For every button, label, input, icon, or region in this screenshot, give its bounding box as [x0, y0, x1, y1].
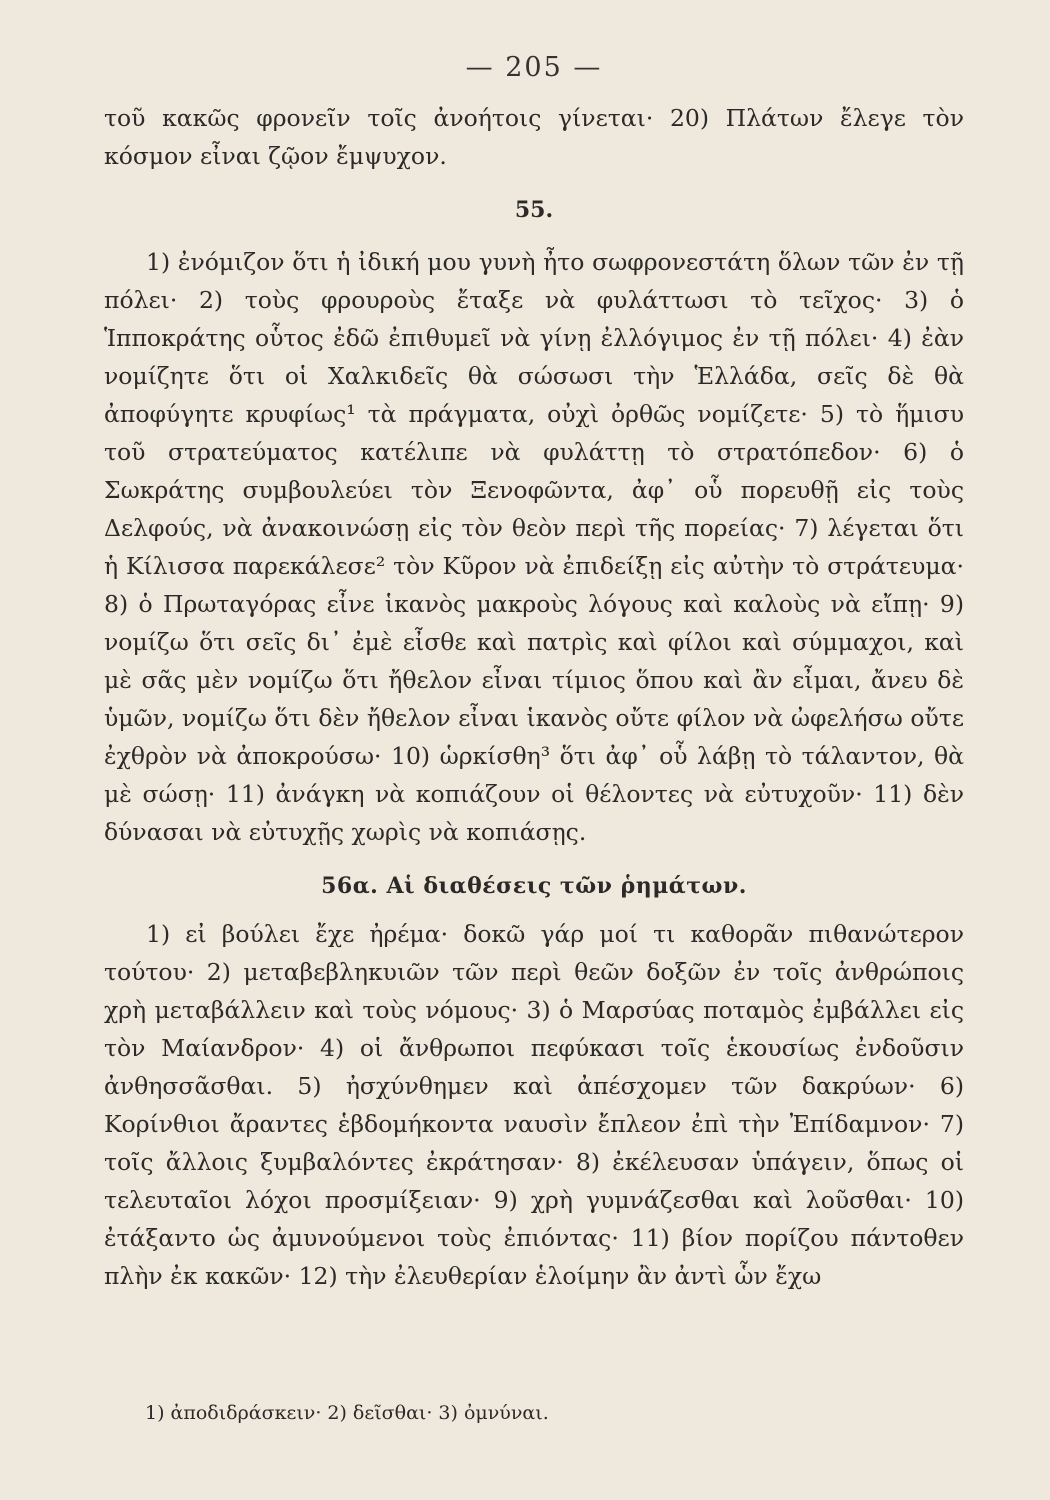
section-heading: 56α. Αἱ διαθέσεις τῶν ῥημάτων. — [321, 873, 747, 899]
section-56a-text: 1) εἰ βούλει ἔχε ἠρέμα· δοκῶ γάρ μοί τι καθορᾶν πιθανώτερον τούτου· 2) μεταβεβληκυιῶν τῶν περὶ θεῶν δοξῶν ἐν τοῖς ἀνθρώποις χρὴ μεταβάλλειν καὶ τοὺς νόμους· 3) ὁ Μαρσύας ποταμὸς ἐμβάλλει εἰς τὸν Μαίανδρον· 4) οἱ ἄνθρωποι πεφύκασι τοῖς ἑκουσίως ἐνδοῦσιν ἀνθησσᾶσθαι. 5) ἠσχύνθημεν καὶ ἀπέσχομεν τῶν δακρύων· 6) Κορίνθιοι ἄραντες ἑβδομήκοντα ναυσὶν ἔπλεον ἐπὶ τὴν Ἐπίδαμνον· 7) τοῖς ἄλλοις ξυμβαλόντες ἐκράτησαν· 8) ἐκέλευσαν ὑπάγειν, ὅπως οἱ τελευταῖοι λόχοι προσμίξειαν· 9) χρὴ γυμνάζεσθαι καὶ λοῦσθαι· 10) ἐτάξαντο ὡς ἀμυνούμενοι τοὺς ἐπιόντας· 11) βίον πορίζου πάντοθεν πλὴν ἐκ κακῶν· 12) τὴν ἐλευθερίαν ἑλοίμην ἂν ἀντὶ ὧν ἔχω — [104, 920, 964, 1290]
section-55-text: 1) ἐνόμιζον ὅτι ἡ ἰδική μου γυνὴ ἦτο σωφρονεστάτη ὅλων τῶν ἐν τῇ πόλει· 2) τοὺς φρουροὺς ἔταξε νὰ φυλάττωσι τὸ τεῖχος· 3) ὁ Ἱπποκράτης οὗτος ἐδῶ ἐπιθυμεῖ νὰ γίνῃ ἐλλόγιμος ἐν τῇ πόλει· 4) ἐὰν νομίζητε ὅτι οἱ Χαλκιδεῖς θὰ σώσωσι τὴν Ἑλλάδα, σεῖς δὲ θὰ ἀποφύγητε κρυφίως¹ τὰ πράγματα, οὐχὶ ὀρθῶς νομίζετε· 5) τὸ ἥμισυ τοῦ στρατεύματος κατέλιπε νὰ φυλάττῃ τὸ στρατόπεδον· 6) ὁ Σωκράτης συμβουλεύει τὸν Ξενοφῶντα, ἀφ᾽ οὗ πορευθῇ εἰς τοὺς Δελφούς, νὰ ἀνακοινώσῃ εἰς τὸν θεὸν περὶ τῆς πορείας· 7) λέγεται ὅτι ἡ Κίλισσα παρεκάλεσε² τὸν Κῦρον νὰ ἐπιδείξῃ εἰς αὐτὴν τὸ στράτευμα· 8) ὁ Πρωταγόρας εἶνε ἱκανὸς μακροὺς λόγους καὶ καλοὺς νὰ εἴπῃ· 9) νομίζω ὅτι σεῖς δι᾽ ἐμὲ εἶσθε καὶ πατρὶς καὶ φίλοι καὶ σύμμαχοι, καὶ μὲ σᾶς μὲν νομίζω ὅτι ἤθελον εἶναι τίμιος ὅπου καὶ ἂν εἶμαι, ἄνευ δὲ ὑμῶν, νομίζω ὅτι δὲν ἤθελον εἶναι ἱκανὸς οὔτε φίλον νὰ ὠφελήσω οὔτε ἐχθρὸν νὰ ἀποκρούσω· 10) ὡρκίσθη³ ὅτι ἀφ᾽ οὗ λάβῃ τὸ τάλαντον, θὰ μὲ σώσῃ· 11) ἀνάγκη νὰ κοπιάζουν οἱ θέλοντες νὰ εὐτυχοῦν· 11) δὲν δύνασαι νὰ εὐτυχῇς χωρὶς νὰ κοπιάσῃς. — [104, 248, 964, 846]
intro-paragraph: τοῦ κακῶς φρονεῖν τοῖς ἀνοήτοις γίνεται· 20) Πλάτων ἔλεγε τὸν κόσμον εἶναι ζῷον ἔμψυχον. — [104, 104, 964, 170]
section-number: 55. — [514, 197, 554, 223]
page-number: — 205 — — [465, 52, 603, 83]
footnote: 1) ἀποδιδράσκειν· 2) δεῖσθαι· 3) ὀμνύναι. — [145, 1402, 549, 1424]
